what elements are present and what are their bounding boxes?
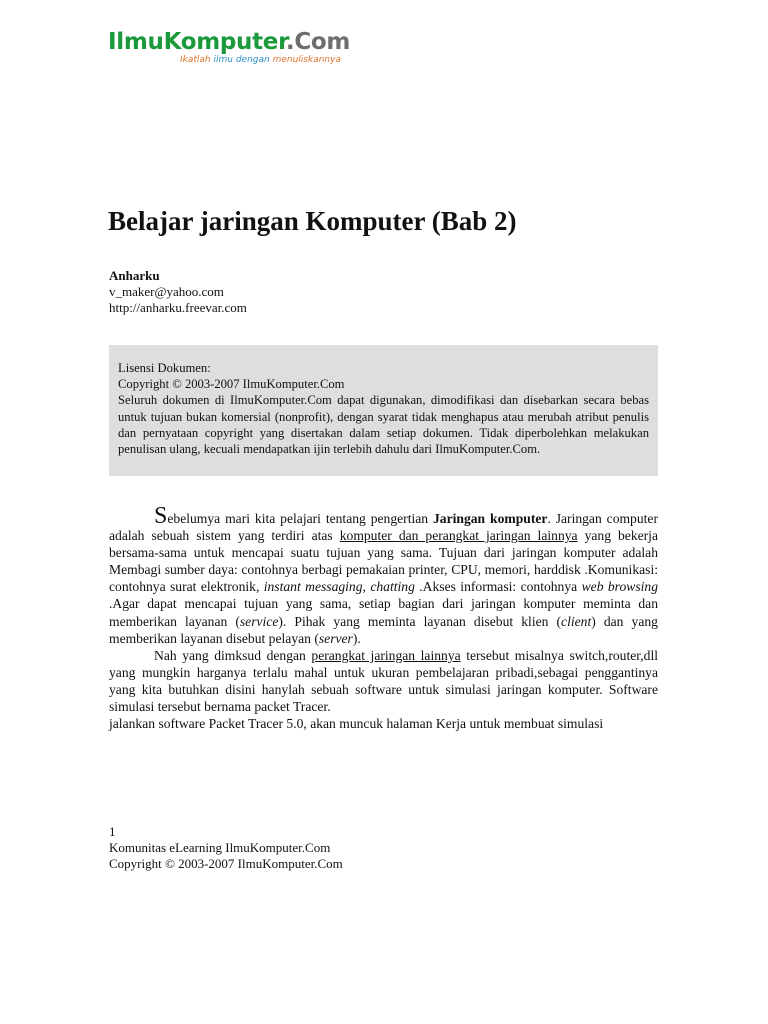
italic-term: client bbox=[561, 613, 592, 629]
article-body bbox=[109, 503, 658, 732]
tagline-part-2: ilmu dengan bbox=[213, 55, 273, 65]
drop-cap: S bbox=[154, 503, 168, 529]
author-website: http://anharku.freevar.com bbox=[109, 300, 247, 315]
license-heading: Lisensi Dokumen: bbox=[118, 361, 211, 375]
footer-community: Komunitas eLearning IlmuKomputer.Com bbox=[109, 840, 331, 855]
italic-term: web browsing bbox=[581, 579, 658, 595]
page-footer bbox=[109, 824, 343, 872]
italic-term: service bbox=[239, 613, 279, 629]
logo-part-name: IlmuKomputer bbox=[108, 29, 286, 55]
license-text: Seluruh dokumen di IlmuKomputer.Com dapat digunakan, dimodifikasi dan disebarkan secara bebas untuk tujuan bukan komersial (nonprofit), dengan syarat tidak menghapus atau merubah atribut penulis dan pernyataan copyright yang disertakan dalam setiap dokumen. Tidak diperbolehkan melakukan penulisan ulang, kecuali mendapatkan ijin terlebih dahulu dari IlmuKomputer.Com. bbox=[118, 393, 649, 457]
logo-part-com: Com bbox=[294, 29, 351, 55]
tagline-part-3: menuliskannya bbox=[272, 55, 341, 65]
underlined-phrase: komputer dan perangkat jaringan lainnya bbox=[339, 528, 578, 544]
text-run: .Agar dapat mencapai tujuan yang sama, setiap bagian dari jaringan komputer meminta dan memberikan layanan ( bbox=[109, 596, 658, 629]
text-run: ebelumya mari kita pelajari tentang pengertian bbox=[167, 511, 433, 526]
text-run: yang bekerja bersama-sama untuk mencapai suatu tujuan yang sama. Tujuan dari jaringan komputer adalah Membagi sumber daya: contohnya berbagi pemakaian printer, CPU, memori, harddisk .Komunikasi: contohnya surat elektronik, bbox=[109, 528, 658, 595]
text-run: ). Pihak yang meminta layanan disebut klien ( bbox=[278, 613, 562, 629]
author-block bbox=[109, 268, 247, 316]
author-name: Anharku bbox=[109, 268, 160, 283]
underlined-phrase: perangkat jaringan lainnya bbox=[311, 647, 461, 663]
logo-tagline bbox=[180, 55, 368, 65]
italic-term: instant messaging bbox=[263, 579, 363, 595]
italic-term: server bbox=[318, 630, 353, 646]
site-logo bbox=[108, 28, 368, 65]
text-run: ) dan yang memberikan layanan disebut pelayan ( bbox=[109, 613, 658, 646]
paragraph-2 bbox=[109, 647, 658, 715]
text-run: .Akses informasi: contohnya bbox=[414, 579, 582, 595]
tagline-part-1: Ikatlah bbox=[180, 55, 214, 65]
text-run: , bbox=[362, 579, 371, 595]
document-title: Belajar jaringan Komputer (Bab 2) bbox=[108, 206, 517, 236]
license-copyright: Copyright © 2003-2007 IlmuKomputer.Com bbox=[118, 377, 345, 392]
text-run: ). bbox=[352, 630, 361, 646]
text-run: Nah yang dimksud dengan bbox=[154, 647, 312, 663]
paragraph-3: jalankan software Packet Tracer 5.0, akan muncuk halaman Kerja untuk membuat simulasi bbox=[109, 716, 604, 732]
paragraph-1 bbox=[109, 503, 658, 647]
italic-term: chatting bbox=[370, 579, 415, 595]
logo-part-dot: . bbox=[285, 29, 295, 55]
license-box bbox=[109, 345, 658, 476]
text-run: tersebut misalnya switch,router,dll yang mungkin harganya terlalu mahal untuk ukuran pembelajaran pribadi,sebagai penggantinya yang kita butuhkan disini hanylah sebuah software untuk simulasi jaringan komputer. Software simulasi tersebut bernama packet Tracer. bbox=[109, 647, 658, 715]
page-number: 1 bbox=[109, 824, 116, 839]
text-run: . Jaringan computer adalah sebuah sistem yang terdiri atas bbox=[109, 511, 658, 544]
bold-term: Jaringan komputer bbox=[433, 511, 548, 526]
logo-wordmark bbox=[108, 28, 368, 56]
footer-copyright: Copyright © 2003-2007 IlmuKomputer.Com bbox=[109, 856, 343, 871]
author-email: v_maker@yahoo.com bbox=[109, 284, 224, 299]
